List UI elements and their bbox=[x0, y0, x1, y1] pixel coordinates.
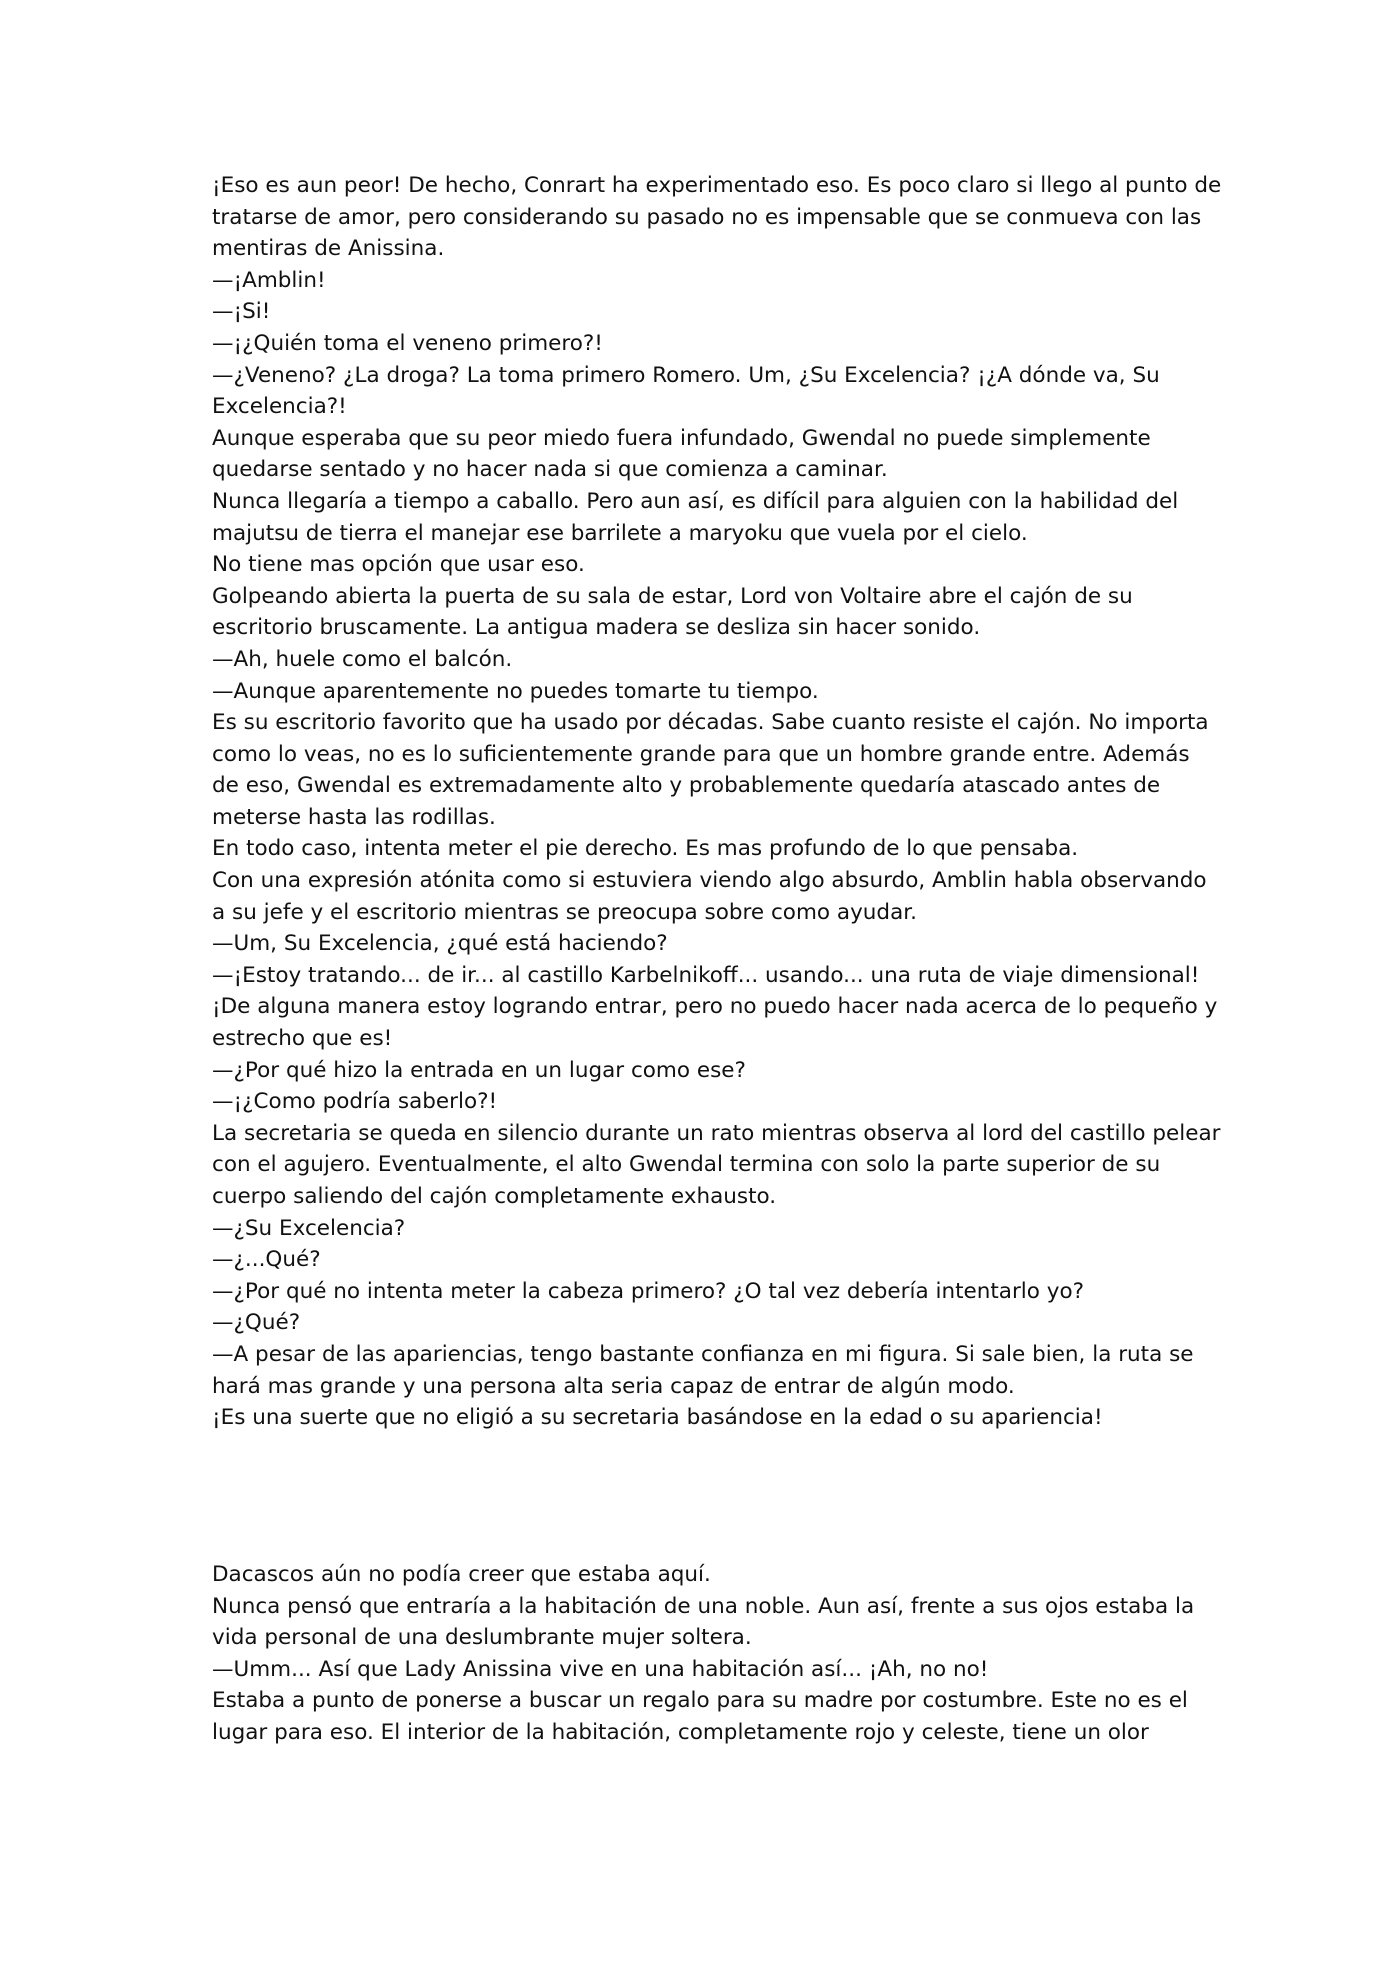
text-line: escritorio bruscamente. La antigua madera se desliza sin hacer sonido. bbox=[212, 615, 981, 641]
text-line: de eso, Gwendal es extremadamente alto y probablemente quedaría atascado antes de bbox=[212, 773, 1161, 799]
text-line: Estaba a punto de ponerse a buscar un regalo para su madre por costumbre. Este no es el bbox=[212, 1688, 1188, 1714]
text-line: cuerpo saliendo del cajón completamente exhausto. bbox=[212, 1184, 777, 1209]
text-line: Es su escritorio favorito que ha usado por décadas. Sabe cuanto resiste el cajón. No importa bbox=[212, 710, 1209, 736]
text-line: No tiene mas opción que usar eso. bbox=[212, 552, 585, 578]
text-line: ¡De alguna manera estoy logrando entrar, pero no puedo hacer nada acerca de lo pequeño y bbox=[212, 994, 1218, 1020]
text-line: Excelencia?! bbox=[212, 394, 347, 420]
text-line: Con una expresión atónita como si estuviera viendo algo absurdo, Amblin habla observando bbox=[212, 868, 1207, 894]
text-line: —¿Su Excelencia? bbox=[212, 1215, 406, 1241]
text-line: meterse hasta las rodillas. bbox=[212, 804, 496, 830]
text-line: quedarse sentado y no hacer nada si que comienza a caminar. bbox=[212, 457, 888, 483]
text-line: ¡Eso es aun peor! De hecho, Conrart ha experimentado eso. Es poco claro si llego al punto de bbox=[212, 173, 1222, 198]
text-line: La secretaria se queda en silencio durante un rato mientras observa al lord del castillo pelear bbox=[212, 1120, 1221, 1146]
text-line: —¿...Qué? bbox=[212, 1247, 321, 1273]
text-line: —¿Veneno? ¿La droga? La toma primero Romero. Um, ¿Su Excelencia? ¡¿A dónde va, Su bbox=[212, 362, 1160, 388]
text-section-2 bbox=[212, 1559, 1202, 1749]
text-line: Aunque esperaba que su peor miedo fuera infundado, Gwendal no puede simplemente bbox=[212, 425, 1151, 451]
text-line: —¡Si! bbox=[212, 299, 271, 325]
text-line: hará mas grande y una persona alta seria capaz de entrar de algún modo. bbox=[212, 1373, 1015, 1399]
text-line: —Aunque aparentemente no puedes tomarte tu tiempo. bbox=[212, 678, 819, 704]
text-line: estrecho que es! bbox=[212, 1026, 393, 1052]
text-line: a su jefe y el escritorio mientras se preocupa sobre como ayudar. bbox=[212, 899, 917, 925]
text-line: tratarse de amor, pero considerando su pasado no es impensable que se conmueva con las bbox=[212, 204, 1202, 230]
text-line: con el agujero. Eventualmente, el alto Gwendal termina con solo la parte superior de su bbox=[212, 1152, 1161, 1178]
text-line: ¡Es una suerte que no eligió a su secretaria basándose en la edad o su apariencia! bbox=[212, 1405, 1103, 1431]
text-line: —Ah, huele como el balcón. bbox=[212, 646, 513, 672]
text-line: Golpeando abierta la puerta de su sala de estar, Lord von Voltaire abre el cajón de su bbox=[212, 583, 1133, 609]
text-line: —¿Por qué hizo la entrada en un lugar como ese? bbox=[212, 1057, 746, 1083]
text-line: majutsu de tierra el manejar ese barrilete a maryoku que vuela por el cielo. bbox=[212, 520, 1028, 546]
text-line: —Umm... Así que Lady Anissina vive en una habitación así... ¡Ah, no no! bbox=[212, 1656, 989, 1682]
text-line: —¡¿Quién toma el veneno primero?! bbox=[212, 330, 603, 356]
text-line: como lo veas, no es lo suficientemente grande para que un hombre grande entre. Además bbox=[212, 741, 1190, 767]
text-line: —¡¿Como podría saberlo?! bbox=[212, 1089, 498, 1115]
text-line: mentiras de Anissina. bbox=[212, 236, 445, 262]
text-line: En todo caso, intenta meter el pie derecho. Es mas profundo de lo que pensaba. bbox=[212, 836, 1079, 862]
text-line: —¡Amblin! bbox=[212, 267, 326, 293]
text-section-1 bbox=[212, 170, 1222, 1434]
text-line: Dacascos aún no podía creer que estaba aquí. bbox=[212, 1562, 711, 1587]
text-line: —¿Qué? bbox=[212, 1310, 301, 1336]
text-line: vida personal de una deslumbrante mujer soltera. bbox=[212, 1625, 752, 1651]
text-line: —A pesar de las apariencias, tengo bastante confianza en mi figura. Si sale bien, la ruta se bbox=[212, 1341, 1194, 1367]
text-line: —¡Estoy tratando... de ir... al castillo Karbelnikoff... usando... una ruta de viaje dimensional! bbox=[212, 962, 1200, 988]
text-line: —¿Por qué no intenta meter la cabeza primero? ¿O tal vez debería intentarlo yo? bbox=[212, 1278, 1085, 1304]
text-line: lugar para eso. El interior de la habitación, completamente rojo y celeste, tiene un olor bbox=[212, 1719, 1149, 1745]
text-line: —Um, Su Excelencia, ¿qué está haciendo? bbox=[212, 931, 668, 957]
text-line: Nunca pensó que entraría a la habitación de una noble. Aun así, frente a sus ojos estaba la bbox=[212, 1593, 1195, 1619]
text-line: Nunca llegaría a tiempo a caballo. Pero aun así, es difícil para alguien con la habilidad del bbox=[212, 488, 1179, 514]
